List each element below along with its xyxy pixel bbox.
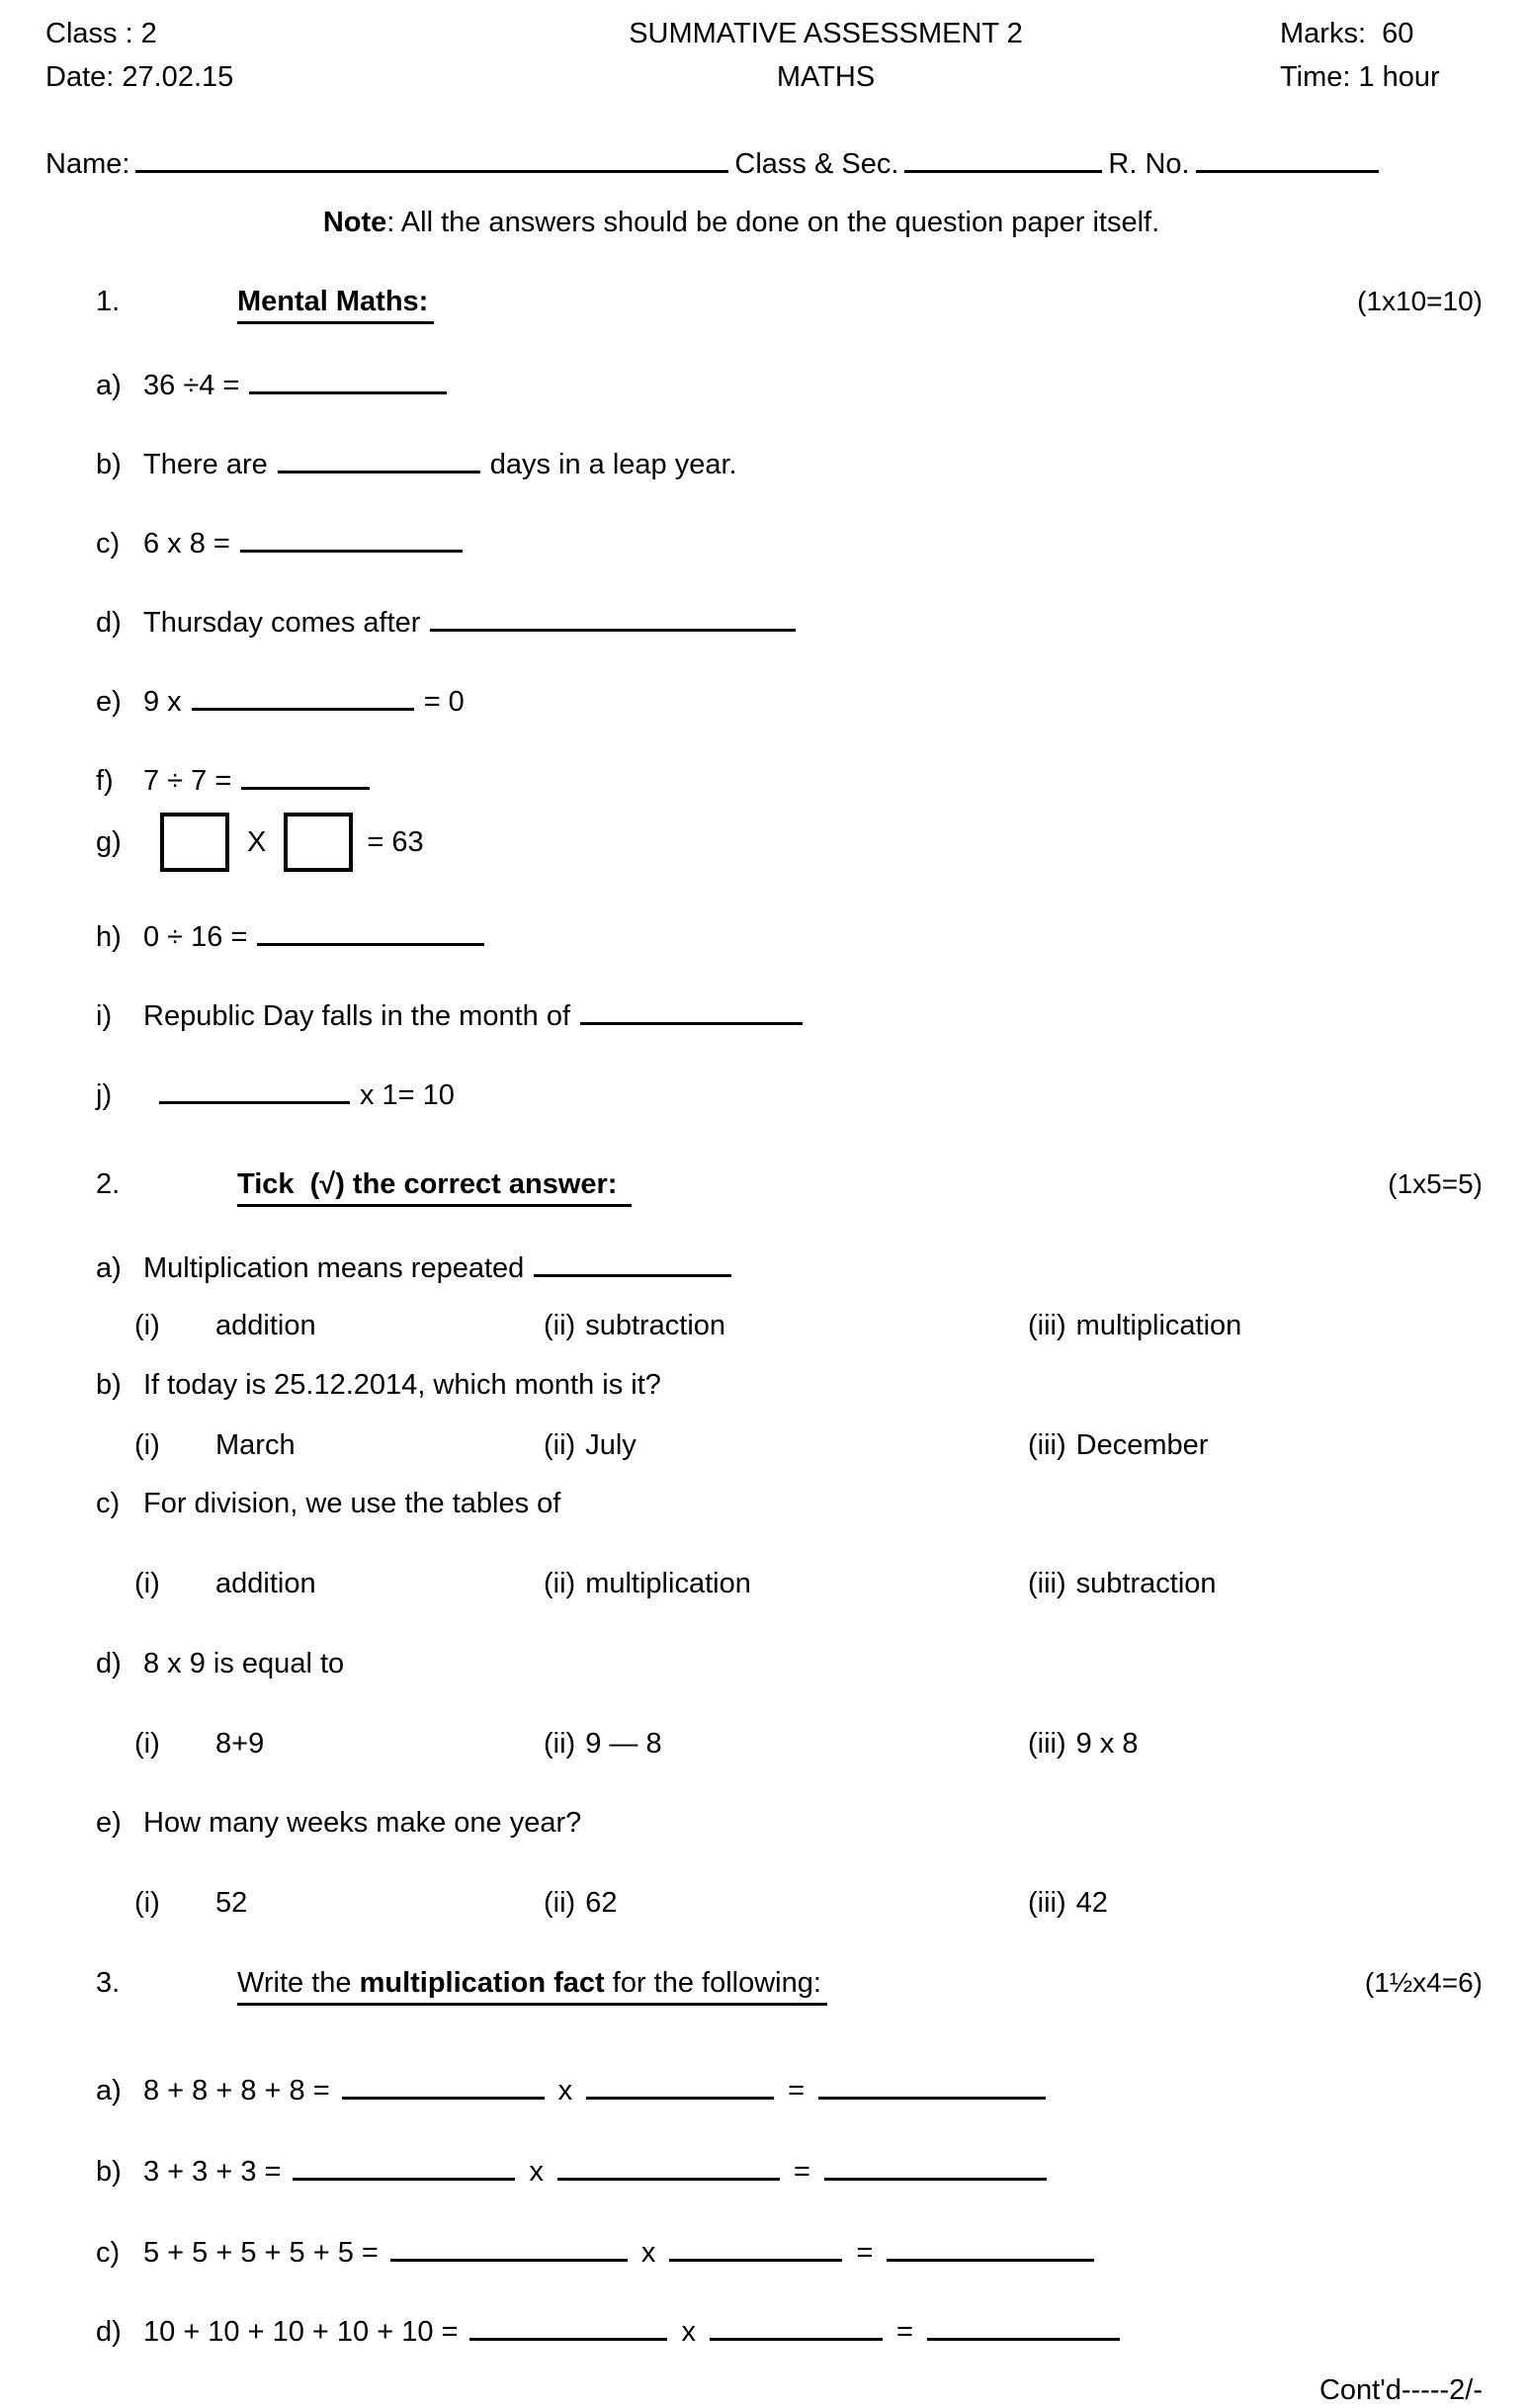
option-i: [134, 1727, 264, 1761]
item-text: Thursday comes after: [143, 607, 421, 639]
answer-blank: [257, 917, 484, 946]
q2-b-options: [0, 1428, 1483, 1462]
option-ii: [544, 1886, 617, 1920]
name-blank: [135, 144, 728, 173]
expression-text: 3 + 3 + 3 =: [143, 2156, 282, 2188]
option-marker: (ii): [544, 1728, 576, 1760]
item-letter: c): [96, 2237, 121, 2269]
option-marker: (i): [134, 1568, 160, 1599]
question-text: If today is 25.12.2014, which month is it?: [143, 1369, 661, 1401]
option-i: [134, 1309, 316, 1342]
class-sec-blank: [904, 144, 1102, 173]
answer-blank: [469, 2312, 667, 2341]
item-text: 7 ÷ 7 =: [143, 765, 232, 797]
equals-sign: =: [856, 2237, 874, 2269]
answer-blank: [669, 2233, 842, 2262]
item-letter: a): [96, 2075, 122, 2107]
note: [0, 206, 1483, 239]
item-letter: g): [96, 825, 122, 858]
question-text: For division, we use the tables of: [143, 1488, 561, 1519]
q1-item-h: [0, 917, 1483, 951]
item-text: days in a leap year.: [489, 449, 737, 480]
option-label: 9 — 8: [585, 1728, 662, 1760]
answer-blank: [293, 2152, 515, 2181]
answer-blank: [824, 2152, 1047, 2181]
answer-blank: [240, 524, 463, 553]
answer-blank: [557, 2152, 780, 2181]
item-letter: j): [96, 1079, 113, 1111]
q1-item-c: [0, 524, 1483, 558]
option-marker: (i): [134, 1310, 160, 1341]
q2-e-options: [0, 1886, 1483, 1920]
q1-item-a: [0, 366, 1483, 399]
item-letter: b): [96, 449, 122, 480]
equals-sign: =: [793, 2156, 810, 2188]
q1-item-e: [0, 682, 1483, 716]
q3-title-post: for the following:: [604, 1967, 821, 1999]
option-marker: (ii): [544, 1887, 576, 1919]
q1-title: Mental Maths:: [237, 284, 434, 324]
option-label: 62: [585, 1887, 618, 1919]
q3-item-a: [0, 2071, 1483, 2105]
q3-item-b: [0, 2152, 1483, 2186]
option-marker: (i): [134, 1887, 160, 1919]
q3-number: 3.: [96, 1967, 121, 1999]
q2-item-c: [0, 1487, 1483, 1520]
subject-title: MATHS: [776, 61, 876, 93]
item-letter: c): [96, 528, 121, 559]
item-letter: a): [96, 1252, 122, 1284]
option-marker: (i): [134, 1728, 160, 1760]
rno-blank: [1196, 144, 1379, 173]
item-letter: e): [96, 1807, 122, 1839]
q2-item-a: [0, 1248, 1483, 1282]
option-iii: [1028, 1886, 1108, 1920]
paper-header: [0, 12, 1483, 99]
note-bold: Note: [322, 207, 387, 238]
question-text: How many weeks make one year?: [143, 1807, 582, 1839]
marks-label: Marks: 60: [1280, 18, 1414, 49]
date-label: Date: 27.02.15: [45, 61, 234, 93]
q2-c-options: [0, 1567, 1483, 1600]
q1-item-f: [0, 761, 1483, 795]
option-label: December: [1075, 1429, 1209, 1461]
answer-blank: [342, 2071, 545, 2100]
name-label: Name:: [45, 148, 130, 180]
q1-item-j: [0, 1075, 1483, 1109]
option-label: multiplication: [1075, 1310, 1242, 1341]
answer-blank: [241, 761, 370, 790]
time-label: Time: 1 hour: [1280, 61, 1440, 93]
option-label: 42: [1075, 1887, 1108, 1919]
option-i: [134, 1428, 296, 1462]
option-marker: (ii): [544, 1568, 576, 1599]
item-letter: b): [96, 1369, 122, 1401]
item-letter: f): [96, 765, 114, 797]
option-marker: (iii): [1028, 1728, 1066, 1760]
q2-number: 2.: [96, 1168, 121, 1200]
option-label: subtraction: [585, 1310, 726, 1341]
item-text: = 63: [367, 825, 424, 858]
q2-d-options: [0, 1727, 1483, 1761]
option-label: 52: [215, 1887, 248, 1919]
contd-footer: Cont'd-----2/-: [1318, 2374, 1483, 2406]
answer-blank: [710, 2312, 883, 2341]
option-marker: (i): [134, 1429, 160, 1461]
item-text: There are: [143, 449, 268, 480]
q2-heading: [0, 1166, 1483, 1206]
q1-item-d: [0, 603, 1483, 637]
multiply-sign: x: [681, 2316, 696, 2348]
answer-blank: [887, 2233, 1094, 2262]
option-ii: [544, 1309, 725, 1342]
answer-blank: [534, 1248, 731, 1277]
option-ii: [544, 1727, 662, 1761]
item-text: = 0: [423, 686, 465, 718]
q2-item-d: [0, 1647, 1483, 1680]
equals-sign: =: [788, 2075, 806, 2107]
answer-blank: [586, 2071, 774, 2100]
option-marker: (ii): [544, 1429, 576, 1461]
header-left: [45, 12, 372, 99]
multiply-sign: x: [529, 2156, 544, 2188]
q1-item-i: [0, 996, 1483, 1030]
answer-box: [284, 813, 353, 872]
item-letter: i): [96, 1000, 113, 1032]
q3-title-pre: Write the: [237, 1967, 360, 1999]
expression-text: 8 + 8 + 8 + 8 =: [143, 2075, 330, 2107]
rno-label: R. No.: [1108, 148, 1190, 180]
answer-blank: [390, 2233, 628, 2262]
item-letter: d): [96, 1648, 122, 1679]
option-label: addition: [215, 1568, 316, 1599]
answer-blank: [278, 445, 480, 473]
item-text: 6 x 8 =: [143, 528, 230, 559]
q1-item-g: [0, 813, 1483, 872]
item-letter: e): [96, 686, 122, 718]
multiply-sign: x: [557, 2075, 573, 2107]
question-text: Multiplication means repeated: [143, 1252, 525, 1284]
option-marker: (iii): [1028, 1887, 1066, 1919]
q1-item-b: [0, 445, 1483, 478]
item-text: 9 x: [143, 686, 182, 718]
q3-title-bold: multiplication fact: [359, 1967, 605, 1999]
answer-blank: [430, 603, 796, 632]
option-iii: [1028, 1567, 1217, 1600]
q2-item-e: [0, 1806, 1483, 1840]
option-label: July: [585, 1429, 637, 1461]
expression-text: 5 + 5 + 5 + 5 + 5 =: [143, 2237, 379, 2269]
item-text: 0 ÷ 16 =: [143, 921, 248, 953]
q1-marks: (1x10=10): [1357, 286, 1483, 316]
q2-a-options: [0, 1309, 1483, 1342]
class-sec-label: Class & Sec.: [734, 148, 899, 180]
option-label: 8+9: [215, 1728, 265, 1760]
option-label: subtraction: [1075, 1568, 1217, 1599]
option-marker: (iii): [1028, 1429, 1066, 1461]
note-text: : All the answers should be done on the question paper itself.: [386, 207, 1160, 238]
question-text: 8 x 9 is equal to: [143, 1648, 345, 1679]
option-iii: [1028, 1309, 1241, 1342]
class-label: Class : 2: [45, 18, 157, 49]
item-letter: h): [96, 921, 122, 953]
option-label: addition: [215, 1310, 316, 1341]
option-iii: [1028, 1727, 1139, 1761]
q2-marks: (1x5=5): [1388, 1168, 1483, 1199]
answer-blank: [159, 1075, 350, 1104]
q2-title: Tick (√) the correct answer:: [237, 1166, 632, 1207]
item-text: 36 ÷4 =: [143, 370, 240, 401]
item-text: Republic Day falls in the month of: [143, 1000, 570, 1032]
option-ii: [544, 1428, 637, 1462]
q3-title: [237, 1965, 827, 2006]
header-center: [372, 12, 1280, 99]
answer-box: [160, 813, 229, 872]
item-letter: d): [96, 607, 122, 639]
option-marker: (iii): [1028, 1310, 1066, 1341]
answer-blank: [927, 2312, 1120, 2341]
item-letter: c): [96, 1488, 121, 1519]
q3-item-c: [0, 2233, 1483, 2267]
answer-blank: [249, 366, 447, 394]
multiply-sign: x: [640, 2237, 656, 2269]
option-ii: [544, 1567, 751, 1600]
answer-blank: [580, 996, 803, 1025]
option-label: March: [215, 1429, 296, 1461]
student-info-row: [45, 144, 1483, 180]
multiply-sign: X: [247, 825, 267, 858]
option-marker: (iii): [1028, 1568, 1066, 1599]
equals-sign: =: [895, 2316, 913, 2348]
answer-blank: [818, 2071, 1046, 2100]
q1-number: 1.: [96, 286, 121, 317]
option-i: [134, 1886, 247, 1920]
q1-heading: [0, 284, 1483, 323]
q2-item-b: [0, 1368, 1483, 1402]
header-right: [1280, 12, 1483, 99]
q3-heading: [0, 1965, 1483, 2005]
item-letter: a): [96, 370, 122, 401]
option-iii: [1028, 1428, 1208, 1462]
option-label: multiplication: [585, 1568, 751, 1599]
answer-blank: [192, 682, 414, 711]
option-marker: (ii): [544, 1310, 576, 1341]
option-i: [134, 1567, 316, 1600]
option-label: 9 x 8: [1075, 1728, 1139, 1760]
paper-title: SUMMATIVE ASSESSMENT 2: [629, 18, 1023, 49]
item-letter: b): [96, 2156, 122, 2188]
expression-text: 10 + 10 + 10 + 10 + 10 =: [143, 2316, 459, 2348]
q3-item-d: [0, 2312, 1483, 2346]
item-text: x 1= 10: [360, 1079, 455, 1111]
item-letter: d): [96, 2316, 122, 2348]
q3-marks: (1½x4=6): [1364, 1967, 1483, 1998]
